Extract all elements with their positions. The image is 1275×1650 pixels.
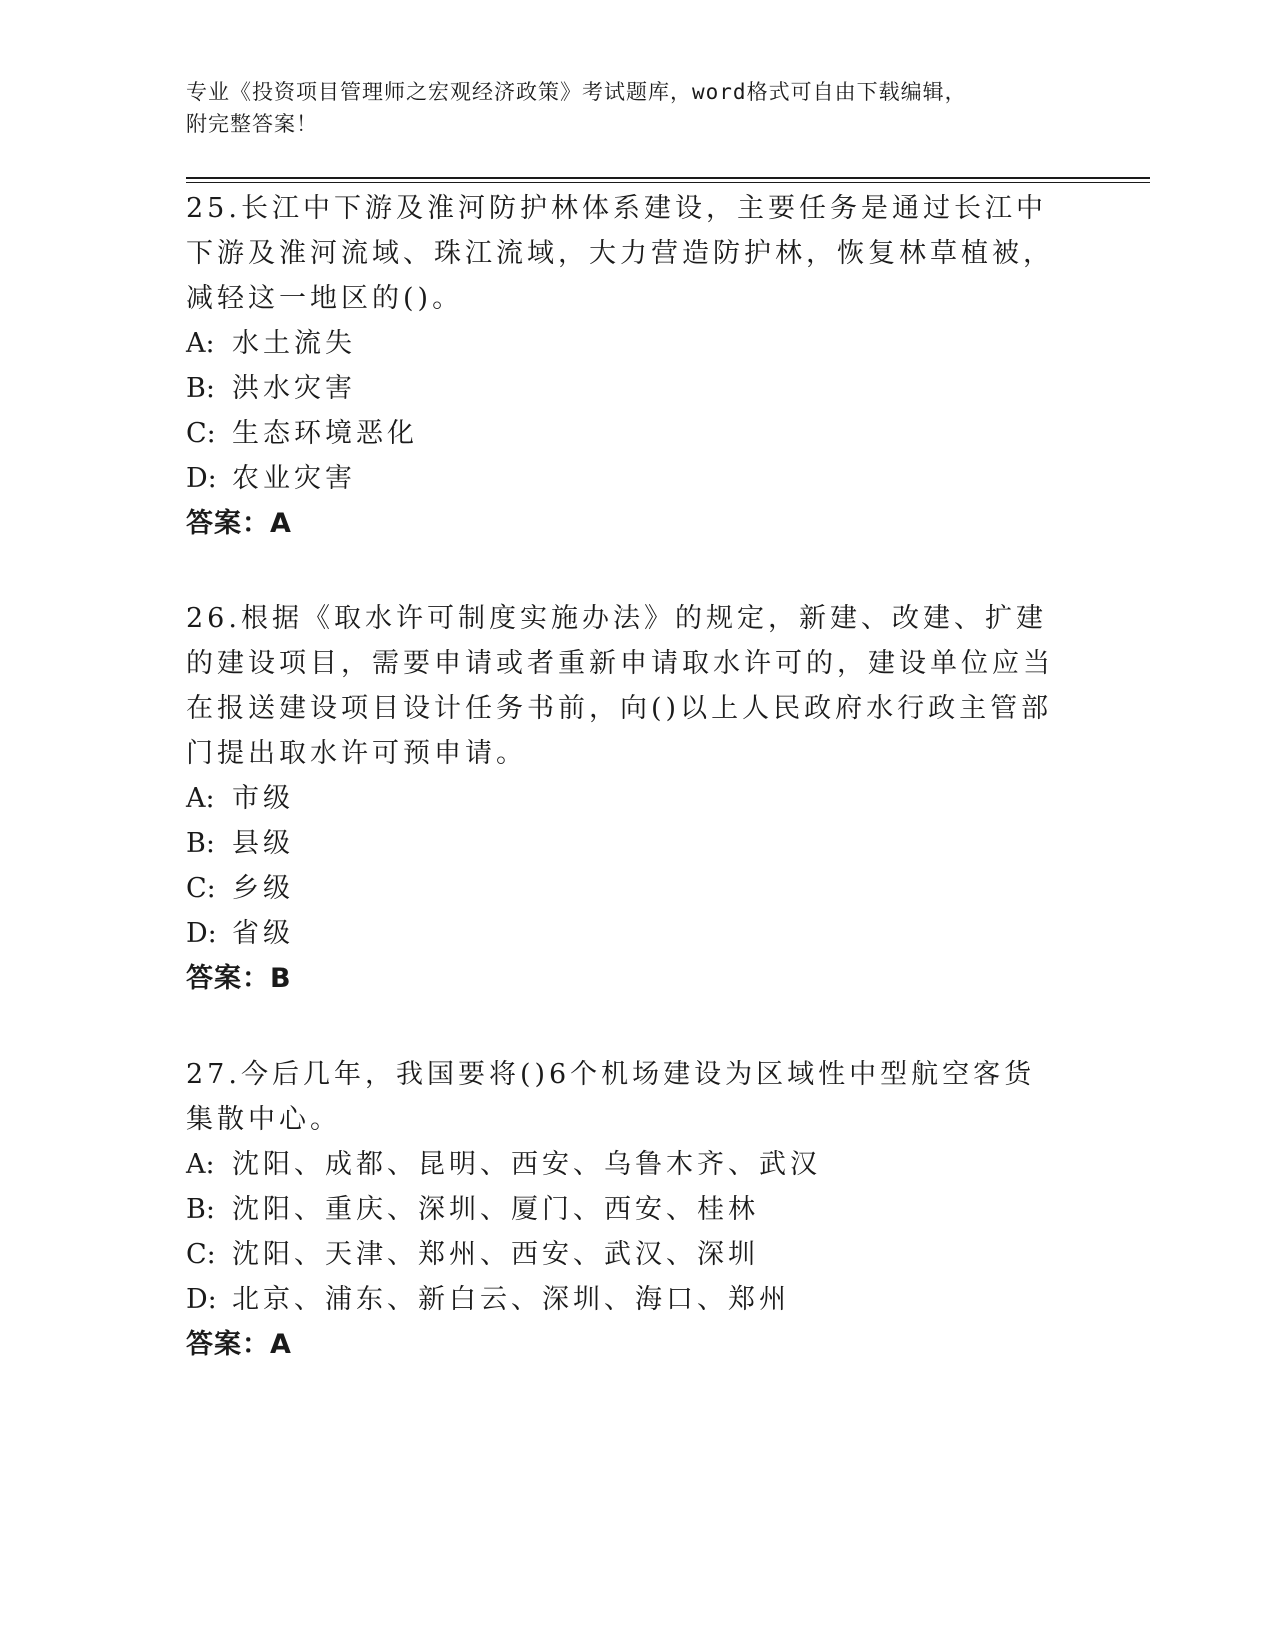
answer-line: 答案：B (186, 963, 292, 994)
option-text: 北京、浦东、新白云、深圳、海口、郑州 (232, 1284, 790, 1315)
option-b (186, 1187, 1066, 1232)
option-letter: A: (186, 1149, 215, 1180)
question-stem: 27.今后几年，我国要将()6个机场建设为区域性中型航空客货集散中心。 (186, 1059, 1036, 1135)
option-text: 生态环境恶化 (232, 418, 418, 449)
question-26 (186, 596, 1066, 1001)
option-letter: B: (186, 373, 215, 404)
option-text: 沈阳、天津、郑州、西安、武汉、深圳 (232, 1239, 759, 1270)
question-stem: 25.长江中下游及淮河防护林体系建设，主要任务是通过长江中下游及淮河流域、珠江流域，大力营造防护林，恢复林草植被，减轻这一地区的()。 (186, 193, 1054, 314)
option-letter: C: (186, 1239, 216, 1270)
option-c (186, 866, 1066, 911)
answer-line: 答案：A (186, 508, 292, 539)
option-text: 水土流失 (232, 328, 356, 359)
question-stem: 26.根据《取水许可制度实施办法》的规定，新建、改建、扩建的建设项目，需要申请或者重新申请取水许可的，建设单位应当在报送建设项目设计任务书前，向()以上人民政府水行政主管部门提出取水许可预申请。 (186, 603, 1054, 769)
option-text: 沈阳、成都、昆明、西安、乌鲁木齐、武汉 (232, 1149, 821, 1180)
option-text: 沈阳、重庆、深圳、厦门、西安、桂林 (232, 1194, 759, 1225)
question-25 (186, 186, 1066, 546)
option-text: 县级 (232, 828, 294, 859)
option-letter: D: (186, 918, 217, 949)
option-text: 洪水灾害 (232, 373, 356, 404)
option-text: 省级 (232, 918, 294, 949)
option-letter: C: (186, 873, 216, 904)
option-text: 市级 (232, 783, 294, 814)
option-letter: A: (186, 783, 215, 814)
question-27 (186, 1052, 1066, 1367)
header-divider-thick (186, 177, 1150, 179)
option-text: 农业灾害 (232, 463, 356, 494)
option-b (186, 366, 1066, 411)
option-d (186, 1277, 1066, 1322)
intro-line-2: 附完整答案！ (186, 112, 318, 136)
option-a (186, 776, 1066, 821)
option-letter: D: (186, 1284, 217, 1315)
header-divider-thin (186, 182, 1150, 183)
option-b (186, 821, 1066, 866)
document-intro (186, 76, 1086, 140)
answer-line: 答案：A (186, 1329, 292, 1360)
option-d (186, 456, 1066, 501)
option-a (186, 1142, 1066, 1187)
option-letter: C: (186, 418, 216, 449)
option-letter: A: (186, 328, 215, 359)
option-c (186, 411, 1066, 456)
intro-line-1: 专业《投资项目管理师之宏观经济政策》考试题库，word格式可自由下载编辑， (186, 80, 967, 104)
option-letter: B: (186, 1194, 215, 1225)
option-a (186, 321, 1066, 366)
option-c (186, 1232, 1066, 1277)
option-letter: D: (186, 463, 217, 494)
option-letter: B: (186, 828, 215, 859)
option-d (186, 911, 1066, 956)
option-text: 乡级 (232, 873, 294, 904)
